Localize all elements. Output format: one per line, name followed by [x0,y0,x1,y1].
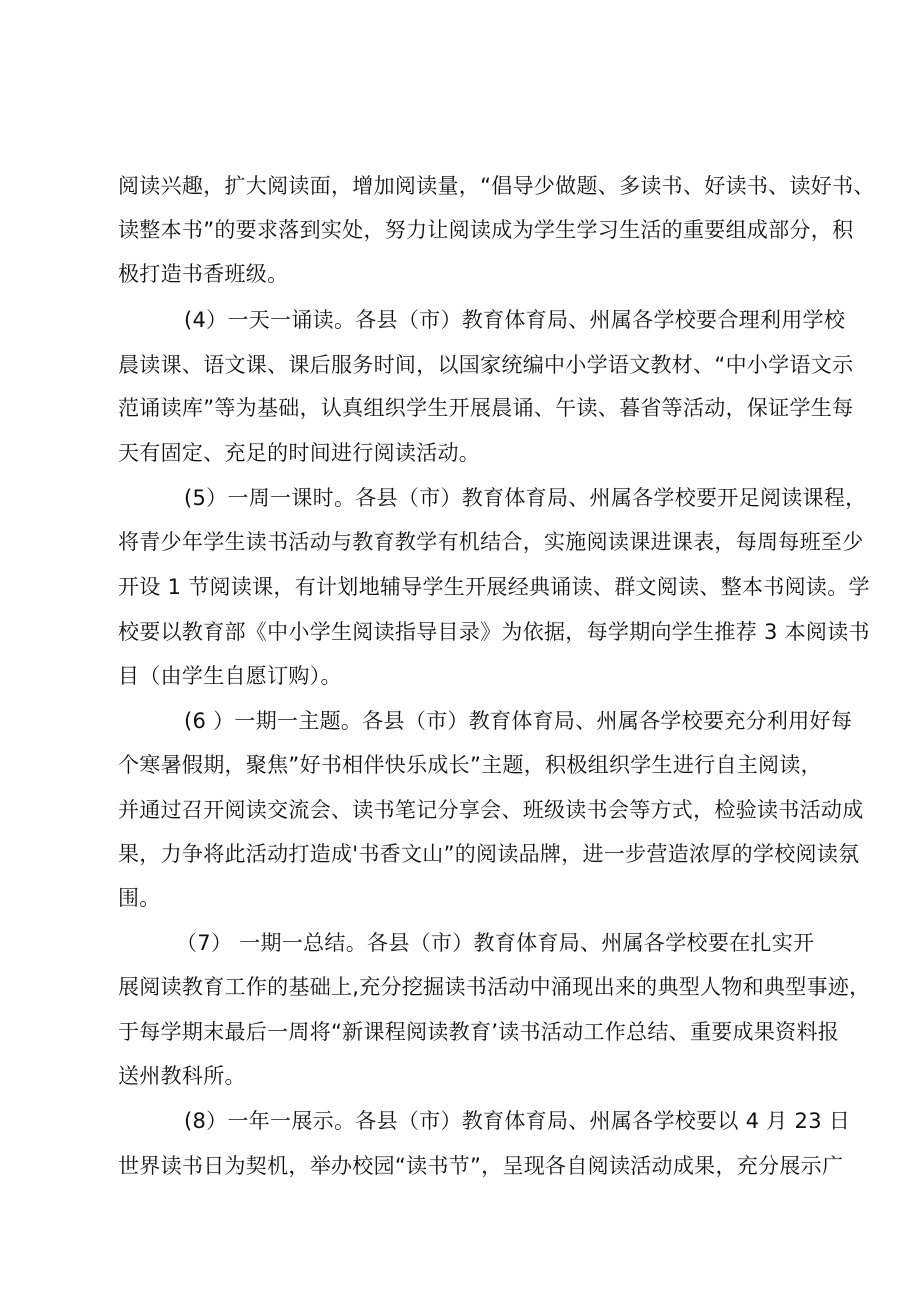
text-line: 围。 [118,886,161,910]
text-line: 范诵读库”等为基础，认真组织学生开展晨诵、午读、暮省等活动，保证学生每 [118,396,854,420]
text-line: 世界读书日为契机，举办校园“读书节”，呈现各自阅读活动成果，充分展示广 [118,1154,844,1178]
text-line: 于每学期末最后一周将“新课程阅读教育’读书活动工作总结、重要成果资料报 [118,1020,840,1044]
text-line: 展阅读教育工作的基础上,充分挖掘读书活动中涌现出来的典型人物和典型事迹， [118,975,871,999]
text-line: 将青少年学生读书活动与教育教学有机结合，实施阅读课进课表，每周每班至少 [118,530,864,554]
text-line: (5）一周一课时。各县（市）教育体育局、州属各学校要开足阅读课程， [184,486,867,510]
text-line: 送州教科所。 [118,1064,246,1088]
text-line: 开设 1 节阅读课，有计划地辅导学生开展经典诵读、群文阅读、整本书阅读。学 [118,575,870,599]
text-line: 目（由学生自愿订购）。 [118,664,342,688]
text-line: 天有固定、充足的时间进行阅读活动。 [118,441,481,465]
text-line: 个寒暑假期，聚焦”好书相伴快乐成长”主题，积极组织学生进行自主阅读， [118,753,822,777]
text-line: 并通过召开阅读交流会、读书笔记分享会、班级读书会等方式，检验读书活动成 [118,798,864,822]
text-line: 果，力争将此活动打造成'书香文山”的阅读品牌，进一步营造浓厚的学校阅读氛 [118,842,860,866]
text-line: 读整本书”的要求落到实处，努力让阅读成为学生学习生活的重要组成部分，积 [118,218,854,242]
text-line: (8）一年一展示。各县（市）教育体育局、州属各学校要以 4 月 23 日 [184,1109,851,1133]
text-line: (6 ）一期一主题。各县（市）教育体育局、州属各学校要充分利用好每 [184,709,853,733]
text-line: 阅读兴趣，扩大阅读面，增加阅读量，“倡导少做题、多读书、好读书、读好书、 [118,174,875,198]
text-line: (4）一天一诵读。各县（市）教育体育局、州属各学校要合理利用学校 [184,308,846,332]
text-line: 极打造书香班级。 [118,262,289,286]
text-line: 晨读课、语文课、课后服务时间，以国家统编中小学语文教材、“中小学语文示 [118,353,854,377]
text-line: 校要以教育部《中小学生阅读指导目录》为依据，每学期向学生推荐 3 本阅读书 [118,620,870,644]
text-line: （7） 一期一总结。各县（市）教育体育局、州属各学校要在扎实开 [176,931,815,955]
